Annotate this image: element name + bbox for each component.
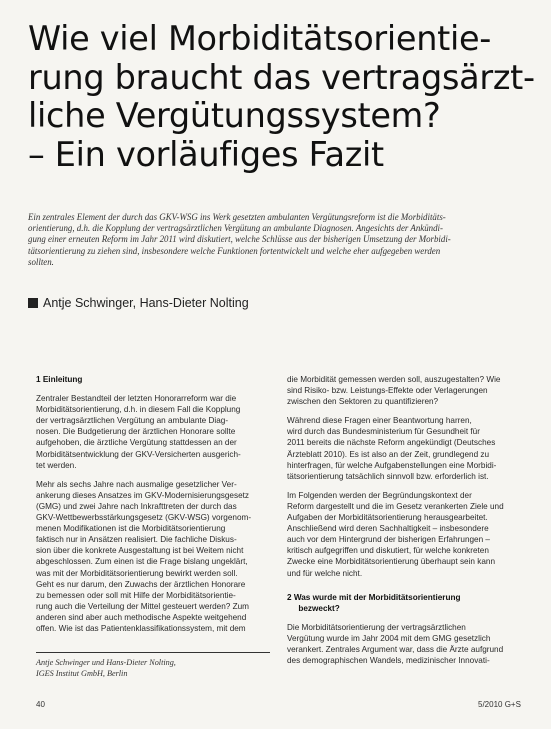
abstract-line: tätsorientierung zu ziehen sind, insbesondere welche Funktionen fortentwickelt und welche eher aufgegeben werden [28,245,441,256]
title-line: liche Vergütungssystem? [28,96,441,135]
text-line: Morbiditätsorientierung, d.h. in diesem Fall die Kopplung [36,405,241,415]
title-line: rung braucht das vertragsärzt- [28,57,535,97]
paragraph [287,374,521,407]
text-line: sion über die konkrete Ausgestaltung ist bei Weitem nicht [36,546,244,556]
author-footnote [36,652,270,679]
text-line: Morbiditätsentwicklung der GKV-Versicherten ausgerich- [36,449,241,459]
text-line: Reform dargestellt und die im Gesetz verankerten Ziele und [287,501,504,511]
text-line: menen Modifikationen ist die Morbiditätsorientierung [36,524,226,534]
section-heading-continued: bezweckt? [287,603,340,613]
section-heading: 2 Was wurde mit der Morbiditätsorientierung [287,592,461,602]
text-line: GKV-Wettbewerbsstärkungsgesetz (GKV-WSG) vorgenom- [36,513,252,523]
author-line [28,296,249,310]
text-line: faktisch nur in Ansätzen realisiert. Die fachliche Diskus- [36,535,237,545]
text-line: aufgehoben, die ärztliche Vergütung stattdessen an der [36,438,237,448]
text-line: ankerung dieses Ansatzes im GKV-Modernisierungsgesetz [36,490,249,500]
text-line: Während diese Fragen einer Beantwortung harren, [287,416,472,426]
text-line: auch vor dem Hintergrund der bisherigen Erfahrungen – [287,535,490,545]
paragraph [287,622,521,666]
journal-issue: 5/2010 G+S [478,700,521,709]
paragraph [36,479,270,634]
abstract-line: gung einer erneuten Reform im Jahr 2011 wird diskutiert, welche Schlüsse aus der bisherigen Umsetzung der Morbidi- [28,234,451,245]
text-line: offen. Wie ist das Patientenklassifikationssystem, mit dem [36,623,246,633]
left-column [36,374,270,634]
text-line: Zwecke eine Morbiditätsorientierung überhaupt sein kann [287,557,495,567]
abstract-line: sollten. [28,256,54,267]
text-line: (GMG) und zwei Jahre nach Inkrafttreten der durch das [36,501,237,511]
text-line: Ärzteblatt 2010). Es ist also an der Zeit, grundlegend zu [287,449,490,459]
text-line: 2011 bereits die nächste Reform angekündigt (Deutsches [287,438,496,448]
text-line: Mehr als sechs Jahre nach ausmalige gesetzlicher Ver- [36,479,237,489]
title-line: – Ein vorläufiges Fazit [28,134,384,174]
text-line: sind Risiko- bzw. Leistungs-Effekte oder Verlagerungen [287,386,488,396]
paragraph [287,490,521,579]
text-line: zu bemessen oder soll mit Hilfe der Morbiditätsorientie- [36,590,236,600]
text-line: Die Morbiditätsorientierung der vertragsärztlichen [287,622,466,632]
abstract-line: orientierung, d.h. die Kopplung der vertragsärztlichen Vergütung an ambulante Diagnosen. Angesichts der Ankündi- [28,223,443,234]
text-line: die Morbidität gemessen werden soll, auszugestalten? Wie [287,375,501,384]
text-line: des demographischen Wandels, medizinischer Innovati- [287,656,490,666]
text-line: abgeschlossen. Zum einen ist die Frage bislang ungeklärt, [36,557,248,567]
right-column [287,374,521,666]
text-line: Aufgaben der Morbiditätsorientierung herausgearbeitet. [287,513,488,523]
paragraph [36,393,270,471]
text-line: tet werden. [36,460,77,470]
abstract-line: Ein zentrales Element der durch das GKV-WSG ins Werk gesetzten ambulanten Vergütungsreform ist die Morbiditäts- [28,212,446,222]
text-line: was mit der Morbiditätsorientierung bewirkt werden soll. [36,568,238,578]
text-line: wird durch das Bundesministerium für Gesundheit für [287,427,480,437]
text-line: nosen. Die Budgetierung der ärztlichen Honorare sollte [36,427,236,437]
article-title [28,20,538,174]
authors-text: Antje Schwinger, Hans-Dieter Nolting [43,296,249,310]
text-line: hinterfragen, für welche Aufgabenstellungen eine Morbidi- [287,460,497,470]
text-line: rung auch die Verteilung der Mittel gesteuert werden? Zum [36,601,249,611]
text-line: Im Folgenden werden der Begründungskontext der [287,490,472,500]
text-line: Zentraler Bestandteil der letzten Honorarreform war die [36,394,237,404]
page-number: 40 [36,700,45,709]
footnote-line: IGES Institut GmbH, Berlin [36,668,128,678]
text-line: Geht es nur darum, den Zuwachs der ärztlichen Honorare [36,579,246,589]
text-line: kritisch aufgegriffen und diskutiert, für welche konkreten [287,546,489,556]
text-line: und für welche nicht. [287,568,363,578]
abstract [28,212,522,268]
square-bullet-icon [28,298,38,308]
text-line: Vergütung wurde im Jahr 2004 mit dem GMG gesetzlich [287,633,491,643]
text-line: anderen sind aber auch methodische Aspekte weitgehend [36,612,247,622]
paragraph [287,415,521,482]
text-line: verankert. Zentrales Argument war, dass die Ärzte aufgrund [287,644,504,654]
footnote-line: Antje Schwinger und Hans-Dieter Nolting, [36,658,176,667]
text-line: zwischen den Sektoren zu quantifizieren? [287,397,439,407]
text-line: tätsorientierung tatsächlich sinnvoll bzw. erforderlich ist. [287,471,489,481]
text-line: Anschließend wird deren Sachhaltigkeit – insbesondere [287,524,489,534]
section-heading: 1 Einleitung [36,375,83,384]
title-line: Wie viel Morbiditätsorientie- [28,19,492,58]
text-line: der vertragsärztlichen Vergütung an ambulante Diag- [36,416,229,426]
